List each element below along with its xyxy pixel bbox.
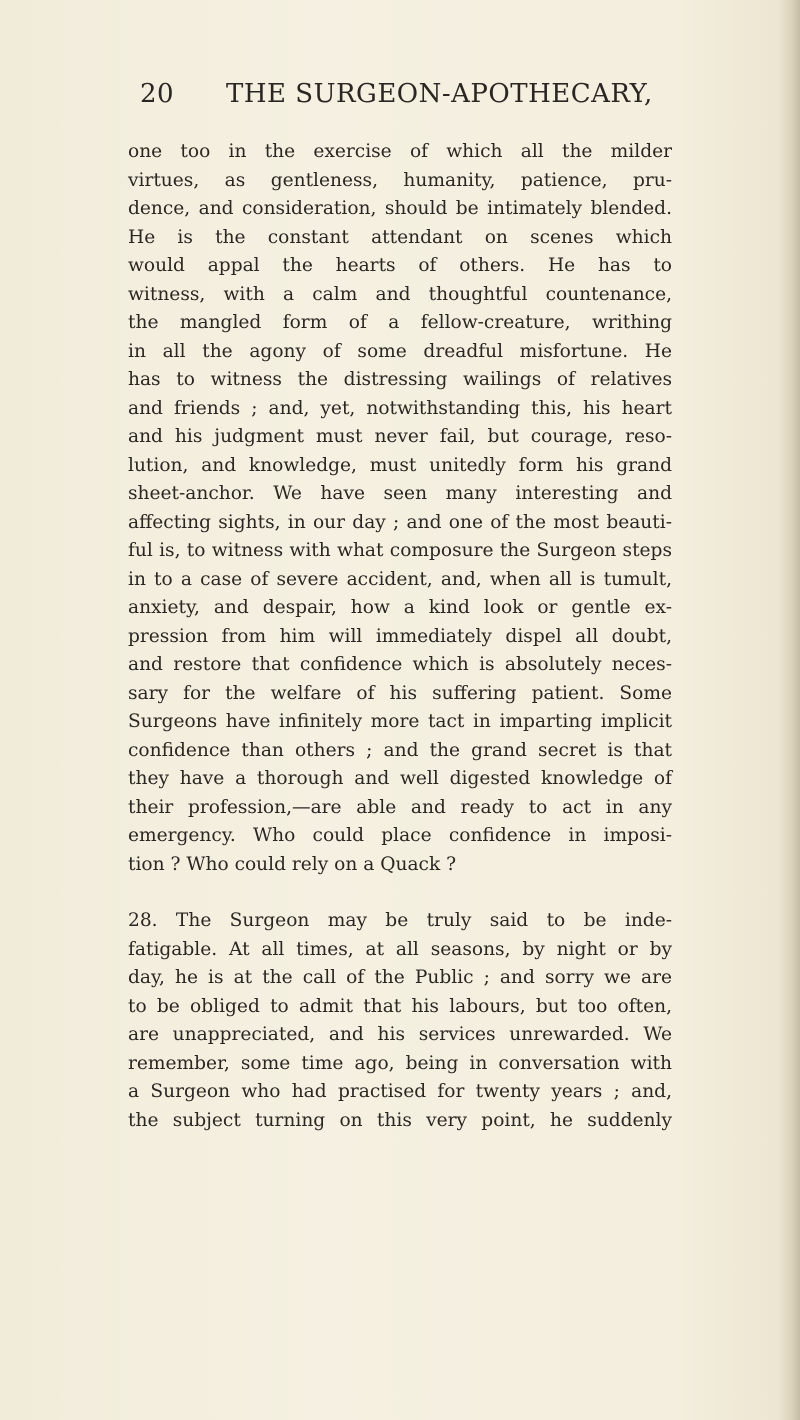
text-line: one too in the exercise of which all the milder bbox=[128, 141, 672, 162]
text-line: in all the agony of some dreadful misfortune. He bbox=[128, 340, 672, 362]
text-line: sheet-anchor. We have seen many interesting and bbox=[128, 483, 672, 504]
text-line: they have a thorough and well digested knowledge of bbox=[128, 768, 672, 789]
text-line: in to a case of severe accident, and, when all is tumult, bbox=[128, 568, 672, 590]
text-line: and restore that confidence which is absolutely neces- bbox=[128, 654, 672, 675]
text-line: pression from him will immediately dispel all doubt, bbox=[128, 625, 672, 647]
paragraph-gap bbox=[128, 879, 672, 907]
paragraph-2 bbox=[128, 907, 672, 1135]
paragraph-1 bbox=[128, 138, 672, 879]
text-line: virtues, as gentleness, humanity, patience, pru- bbox=[128, 169, 672, 191]
text-line: emergency. Who could place confidence in imposi- bbox=[128, 825, 672, 846]
text-line: fatigable. At all times, at all seasons, by night or by bbox=[128, 938, 672, 960]
text-line: remember, some time ago, being in conversation with bbox=[128, 1052, 672, 1074]
running-head: THE SURGEON-APOTHECARY, bbox=[226, 79, 653, 109]
text-line: day, he is at the call of the Public ; and sorry we are bbox=[128, 967, 672, 988]
body-text bbox=[128, 138, 672, 1135]
text-line: would appal the hearts of others. He has to bbox=[128, 255, 672, 276]
text-line: are unappreciated, and his services unrewarded. We bbox=[128, 1024, 672, 1045]
text-line: to be obliged to admit that his labours, but too often, bbox=[128, 995, 672, 1017]
text-line: affecting sights, in our day ; and one of the most beauti- bbox=[128, 511, 672, 533]
text-line: dence, and consideration, should be intimately blended. bbox=[128, 198, 672, 219]
text-line: the subject turning on this very point, he suddenly bbox=[128, 1109, 672, 1131]
text-line: lution, and knowledge, must unitedly form his grand bbox=[128, 454, 672, 476]
text-line: anxiety, and despair, how a kind look or gentle ex- bbox=[128, 597, 672, 618]
page-header bbox=[140, 72, 672, 116]
text-line: a Surgeon who had practised for twenty years ; and, bbox=[128, 1081, 672, 1102]
text-line: witness, with a calm and thoughtful countenance, bbox=[128, 283, 672, 305]
text-line: the mangled form of a fellow-creature, writhing bbox=[128, 312, 672, 333]
text-line: and his judgment must never fail, but courage, reso- bbox=[128, 426, 672, 447]
text-line: confidence than others ; and the grand secret is that bbox=[128, 739, 672, 761]
text-line: ful is, to witness with what composure the Surgeon steps bbox=[128, 540, 672, 561]
text-line: and friends ; and, yet, notwithstanding this, his heart bbox=[128, 397, 672, 419]
text-line: Surgeons have infinitely more tact in imparting implicit bbox=[128, 711, 672, 732]
text-line: 28. The Surgeon may be truly said to be inde- bbox=[128, 910, 672, 931]
page-edge-shadow bbox=[778, 0, 800, 1420]
text-line: He is the constant attendant on scenes which bbox=[128, 226, 672, 248]
text-line: tion ? Who could rely on a Quack ? bbox=[128, 853, 457, 875]
text-line: has to witness the distressing wailings of relatives bbox=[128, 369, 672, 390]
text-line: their profession,—are able and ready to act in any bbox=[128, 796, 672, 818]
page-number: 20 bbox=[140, 79, 175, 109]
text-line: sary for the welfare of his suffering patient. Some bbox=[128, 682, 672, 704]
